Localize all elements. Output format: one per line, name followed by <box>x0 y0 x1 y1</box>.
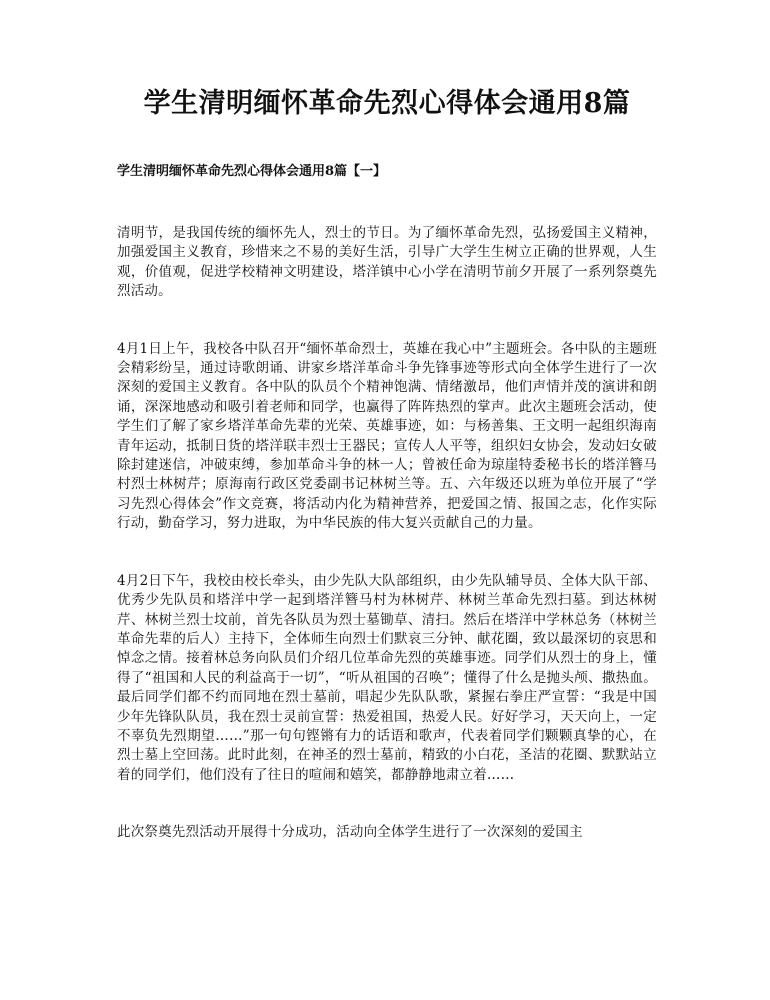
paragraph-summary: 此次祭奠先烈活动开展得十分成功，活动向全体学生进行了一次深刻的爱国主 <box>117 824 583 841</box>
document-page <box>117 86 657 843</box>
section-heading: 学生清明缅怀革命先烈心得体会通用8篇【一】 <box>117 164 387 179</box>
paragraph-april-2: 4月2日下午，我校由校长牵头，由少先队大队部组织，由少先队辅导员、全体大队干部、优秀少先队员和塔洋中学一起到塔洋簪马村为林树芹、林树兰革命先烈扫墓。到达林树芹、林树兰烈士坟前，首先各队员为烈士墓锄草、清扫。然后在塔洋中学林总务（林树兰革命先辈的后人）主持下，全体师生向烈士们默哀三分钟、献花圈，致以最深切的哀思和悼念之情。接着林总务向队员们介绍几位革命先烈的英雄事迹。同学们从烈士的身上，懂得了“祖国和人民的利益高于一切”，“听从祖国的召唤”；懂得了什么是抛头颅、撒热血。最后同学们都不约而同地在烈士墓前，唱起少先队队歌，紧握右拳庄严宣誓：“我是中国少年先锋队队员，我在烈士灵前宣誓：热爱祖国，热爱人民。好好学习，天天向上，一定不辜负先烈期望……”那一句句铿锵有力的话语和歌声，代表着同学们颗颗真挚的心，在烈士墓上空回荡。此时此刻，在神圣的烈士墓前，精致的小白花，圣洁的花圈、默默站立着的同学们，他们没有了往日的喧闹和嬉笑，都静静地肃立着…… <box>117 572 657 783</box>
paragraph-intro: 清明节，是我国传统的缅怀先人，烈士的节日。为了缅怀革命先烈，弘扬爱国主义精神，加强爱国主义教育，珍惜来之不易的美好生活，引导广大学生生树立正确的世界观，人生观，价值观，促进学校精神文明建设，塔洋镇中心小学在清明节前夕开展了一系列祭奠先烈活动。 <box>117 225 657 300</box>
paragraph-april-1: 4月1日上午，我校各中队召开“缅怀革命烈士，英雄在我心中”主题班会。各中队的主题班会精彩纷呈，通过诗歌朗诵、讲家乡塔洋革命斗争先锋事迹等形式向全体学生进行了一次深刻的爱国主义教育。各中队的队员个个精神饱满、情绪激昂，他们声情并茂的演讲和朗诵，深深地感动和吸引着老师和同学，也赢得了阵阵热烈的掌声。此次主题班会活动，使学生们了解了家乡塔洋革命先辈的光荣、英雄事迹，如：与杨善集、王文明一起组织海南青年运动，抵制日货的塔洋联丰烈士王器民；宣传人人平等，组织妇女协会，发动妇女破除封建迷信，冲破束缚，参加革命斗争的林一人；曾被任命为琼崖特委秘书长的塔洋簪马村烈士林树芹；原海南行政区党委副书记林树兰等。五、六年级还以班为单位开展了“学习先烈心得体会”作文竞赛，将活动内化为精神营养，把爱国之情、报国之志，化作实际行动，勤奋学习，努力进取，为中华民族的伟大复兴贡献自己的力量。 <box>117 340 657 532</box>
document-title: 学生清明缅怀革命先烈心得体会通用8篇 <box>143 88 631 119</box>
